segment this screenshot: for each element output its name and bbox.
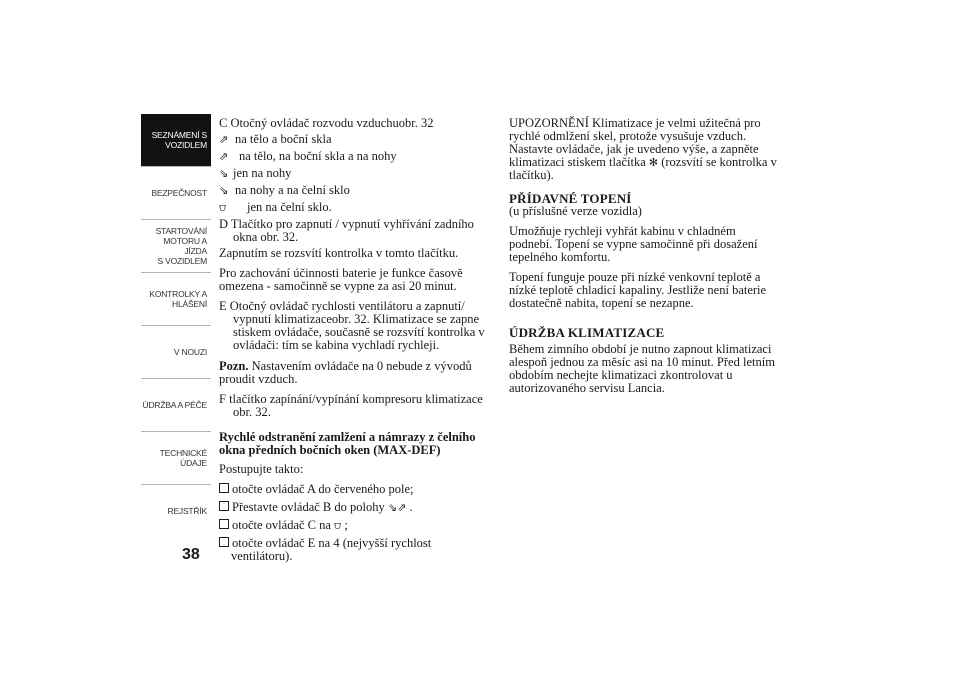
seat-airflow-icon: ⇘: [219, 184, 229, 197]
tab-udrzba[interactable]: [141, 378, 211, 431]
tab-bezpecnost[interactable]: [141, 166, 211, 219]
checkbox-bullet-icon: [219, 501, 229, 511]
paragraph: Pro zachování účinnosti baterie je funkce časově omezena - samočinně se vypne za asi 20 minut.: [219, 266, 463, 293]
note-text: Nastavením ovládače na 0 nebude z vývodů proudit vzduch.: [219, 359, 472, 386]
warning-text-end: (rozsvítí se kontrolka v tlačítku).: [509, 155, 777, 182]
item-d: D Tlačítko pro zapnutí / vypnutí vyhřívání zadního okna obr. 32.: [219, 217, 474, 244]
tab-label: REJSTŘÍK: [167, 506, 207, 516]
tab-technicke[interactable]: [141, 431, 211, 484]
mode-label: na tělo a boční skla: [235, 132, 332, 146]
paragraph: Během zimního období je nutno zapnout klimatizaci alespoň jednou za měsíc asi na 10 minut. Před letním obdobím nechejte klimatizaci zkontrolovat u autorizovaného servisu Lancia.: [509, 342, 775, 395]
snowflake-ac-icon: ✻: [648, 156, 659, 169]
step-text-end: .: [406, 500, 413, 514]
mode-row: [219, 167, 489, 180]
section-sidebar: [141, 114, 211, 537]
mode-row: [219, 201, 489, 214]
mode-label: na nohy a na čelní sklo: [235, 183, 350, 197]
mode-row: [219, 150, 489, 163]
paragraph: Umožňuje rychleji vyhřát kabinu v chladném podnebí. Topení se vypne samočinně při dosažení tepelného komfortu.: [509, 224, 758, 264]
checkbox-bullet-icon: [219, 537, 229, 547]
tab-label: BEZPEČNOST: [151, 188, 207, 198]
windshield-defrost-icon: ⩌: [334, 519, 342, 532]
tab-startovani[interactable]: [141, 219, 211, 272]
step: [219, 519, 489, 532]
step-text: otočte ovládač A do červeného pole;: [232, 482, 414, 496]
item-f: F tlačítko zapínání/vypínání kompresoru klimatizace obr. 32.: [219, 392, 483, 419]
tab-label: V NOUZI: [173, 347, 207, 357]
item-c: C Otočný ovládač rozvodu vzduchuobr. 32: [219, 116, 434, 130]
checkbox-bullet-icon: [219, 483, 229, 493]
mode-row: [219, 133, 489, 146]
paragraph: Zapnutím se rozsvítí kontrolka v tomto tlačítku.: [219, 246, 459, 260]
tab-label: TECHNICKÉ ÚDAJE: [159, 448, 207, 468]
seat-airflow-icon: ⇘⇗: [387, 501, 407, 514]
page-number: 38: [182, 546, 200, 563]
tab-kontrolky[interactable]: [141, 272, 211, 325]
left-column: [219, 117, 489, 568]
tab-label: SEZNÁMENÍ S VOZIDLEM: [151, 130, 207, 150]
seat-airflow-icon: ⇗: [219, 150, 229, 163]
tab-label: ÚDRŽBA A PÉČE: [142, 400, 207, 410]
seat-airflow-icon: ⇗: [219, 133, 229, 146]
step-text-end: ;: [341, 518, 348, 532]
tab-seznameni[interactable]: [141, 114, 211, 166]
warning-text: UPOZORNĚNÍ Klimatizace je velmi užitečná pro rychlé odmlžení skel, protože vysušuje vzduch. Nastavte ovládače, jak je uvedeno výše, a zapněte klimatizaci stiskem tlačítka: [509, 116, 761, 169]
section-heading: ÚDRŽBA KLIMATIZACE: [509, 325, 665, 340]
warning: [509, 117, 779, 182]
note-label: Pozn.: [219, 359, 249, 373]
mode-label: jen na nohy: [233, 166, 292, 180]
step: [219, 483, 489, 496]
right-column: [509, 117, 779, 402]
section-heading: PŘÍDAVNÉ TOPENÍ: [509, 191, 632, 206]
tab-rejstrik[interactable]: [141, 484, 211, 537]
windshield-defrost-icon: ⩌: [219, 201, 227, 214]
tab-label: KONTROLKY A HLÁŠENÍ: [149, 289, 207, 309]
paragraph: Topení funguje pouze při nízké venkovní teplotě a nízké teplotě chladicí kapaliny. Jestliže není baterie dostatečně nabita, topení se nezapne.: [509, 270, 767, 310]
mode-label: na tělo, na boční skla a na nohy: [239, 149, 397, 163]
checkbox-bullet-icon: [219, 519, 229, 529]
steps-intro: Postupujte takto:: [219, 462, 304, 476]
step-text: otočte ovládač E na 4 (nejvyšší rychlost ventilátoru).: [231, 536, 432, 563]
step-text: Přestavte ovládač B do polohy: [232, 500, 385, 514]
step-text: otočte ovládač C na: [232, 518, 331, 532]
subheading: (u příslušné verze vozidla): [509, 204, 642, 218]
tab-v-nouzi[interactable]: [141, 325, 211, 378]
section-heading: Rychlé odstranění zamlžení a námrazy z čelního okna předních bočních oken (MAX-DEF): [219, 430, 476, 457]
item-e: E Otočný ovládač rychlosti ventilátoru a zapnutí/ vypnutí klimatizaceobr. 32. Klimatizace se zapne stiskem ovládače, současně se rozsvítí kontrolka v ovládači: tím se kabina vychladí rychleji.: [219, 299, 485, 352]
step: [219, 537, 489, 563]
note: [219, 360, 489, 386]
mode-label: jen na čelní sklo.: [247, 200, 332, 214]
seat-airflow-icon: ⇘: [219, 167, 229, 180]
mode-row: [219, 184, 489, 197]
tab-label: STARTOVÁNÍ MOTORU A JÍZDA S VOZIDLEM: [155, 226, 207, 266]
step: [219, 501, 489, 514]
